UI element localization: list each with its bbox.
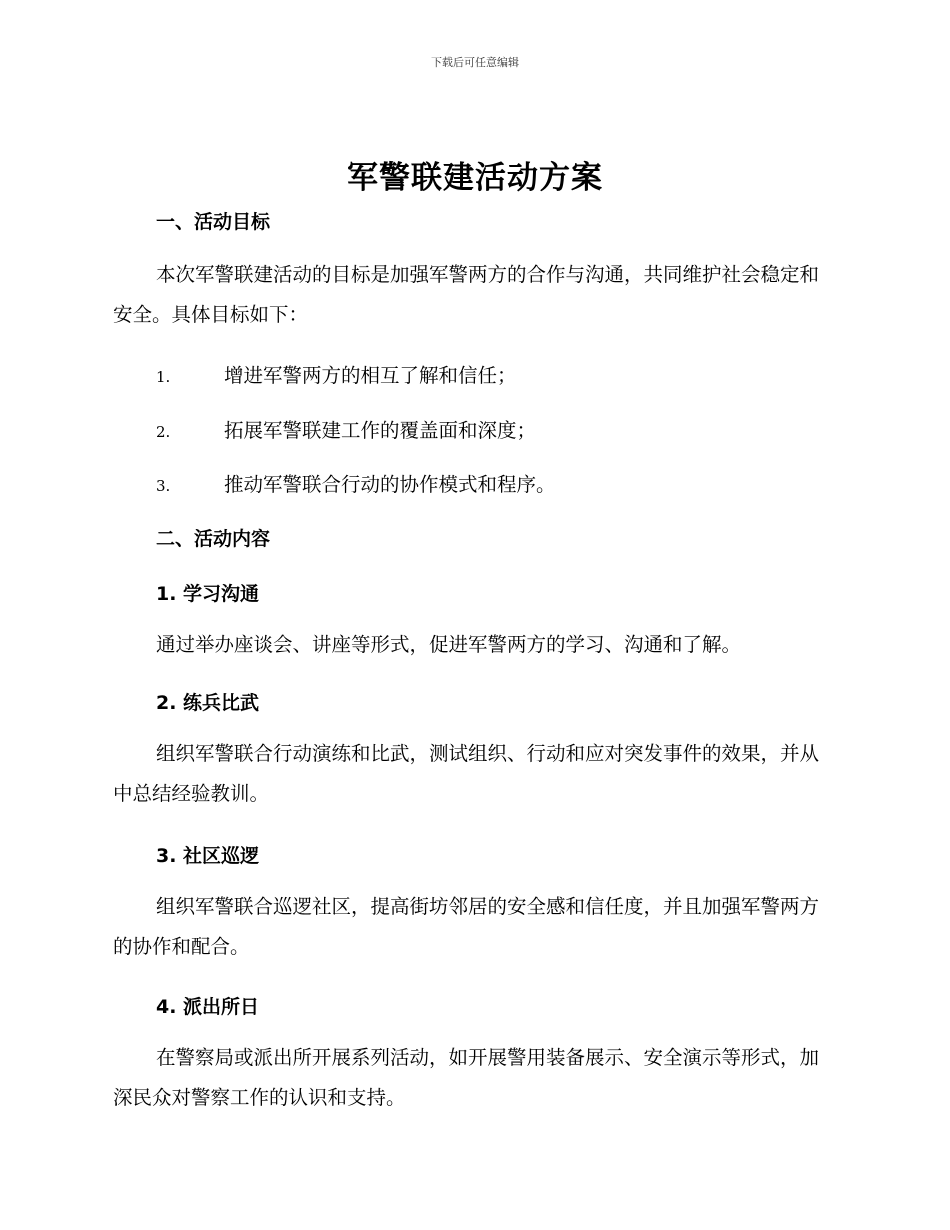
- list-item: [156, 469, 556, 497]
- list-number: 2.: [156, 423, 171, 441]
- list-item: [156, 360, 517, 388]
- goals-intro-paragraph: 本次军警联建活动的目标是加强军警两方的合作与沟通，共同维护社会稳定和安全。具体目标如下：: [113, 263, 820, 326]
- subsection-paragraph: 在警察局或派出所开展系列活动，如开展警用装备展示、安全演示等形式，加深民众对警察工作的认识和支持。: [113, 1046, 820, 1109]
- list-text: 增进军警两方的相互了解和信任；: [224, 364, 517, 387]
- subsection-paragraph: 组织军警联合巡逻社区，提高街坊邻居的安全感和信任度，并且加强军警两方的协作和配合。: [113, 895, 820, 958]
- list-number: 3.: [156, 477, 171, 495]
- document-title: 军警联建活动方案: [347, 160, 603, 196]
- subsection-heading: 4. 派出所日: [156, 996, 260, 1018]
- list-text: 拓展军警联建工作的覆盖面和深度；: [224, 419, 537, 442]
- list-number: 1.: [156, 368, 171, 386]
- subsection-heading: 1. 学习沟通: [156, 583, 260, 605]
- subsection-heading: 3. 社区巡逻: [156, 845, 260, 867]
- section-heading-goals: 一、活动目标: [156, 211, 271, 233]
- list-item: [156, 415, 536, 443]
- section-heading-content: 二、活动内容: [156, 528, 271, 550]
- page-header: 下载后可任意编辑: [431, 56, 519, 69]
- list-text: 推动军警联合行动的协作模式和程序。: [224, 473, 556, 496]
- subsection-paragraph: 组织军警联合行动演练和比武，测试组织、行动和应对突发事件的效果，并从中总结经验教训。: [113, 742, 820, 805]
- subsection-heading: 2. 练兵比武: [156, 692, 260, 714]
- subsection-paragraph: 通过举办座谈会、讲座等形式，促进军警两方的学习、沟通和了解。: [156, 633, 742, 656]
